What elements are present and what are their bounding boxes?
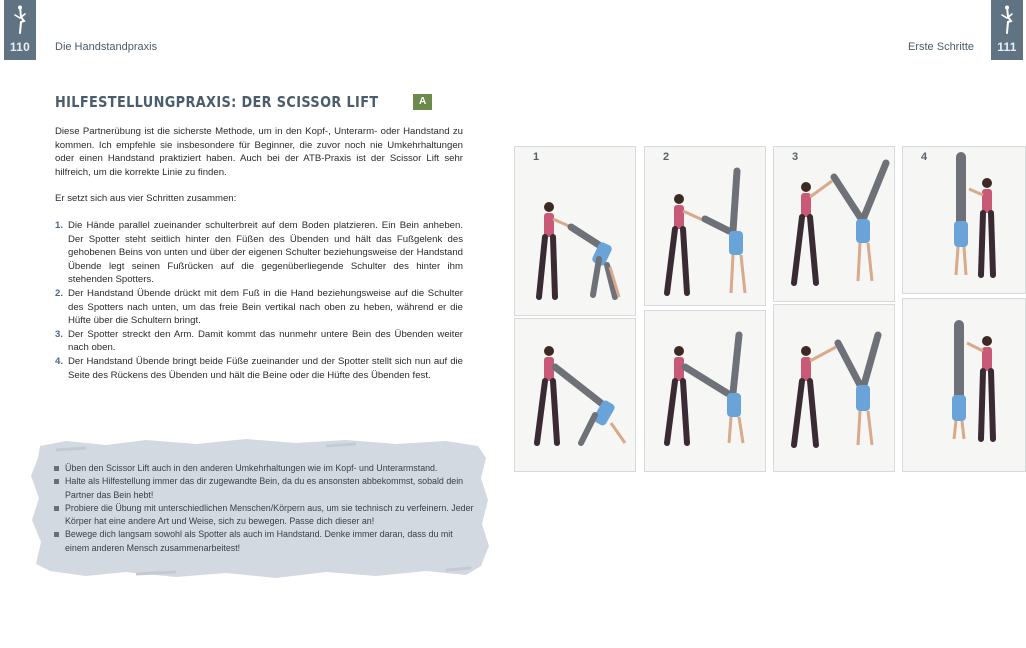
tip-item [54,502,474,529]
section-title: HILFESTELLUNGPRAXIS: DER SCISSOR LIFT [55,93,379,111]
right-running-title: Erste Schritte [908,41,975,53]
level-badge: A [413,94,432,110]
step-number: 3. [55,328,64,340]
step-item [55,287,463,328]
photo-figures [903,147,1026,294]
steps-list [55,219,463,382]
tip-text: Üben den Scissor Lift auch in den anderen Umkehrhaltungen wie im Kopf- und Unterarmstand. [65,463,438,473]
tip-item [54,462,474,475]
photo-step-3 [773,146,895,302]
section-heading [55,93,432,111]
tip-item [54,528,474,555]
photo-figures [515,147,636,316]
left-page-tab [4,0,36,60]
step-text: Die Hände parallel zueinander schulterbreit auf dem Boden platzieren. Ein Bein anheben. Der Spotter steht seitlich hinter den Füßen des Übenden und hält das Fußgelenk des gehobenen Beins von unten und über der eigenen Schulter beziehungsweise der Handstand Übende legt seinen Fußrücken auf die gegenüberliegende Schulter des hinter ihm stehenden Spotters. [68,219,463,286]
photo-step-number: 3 [792,151,799,163]
photo-step-1-alt [514,318,636,472]
photo-figures [515,319,636,472]
body-text [55,125,463,382]
tip-text: Halte als Hilfestellung immer das dir zugewandte Bein, da du es ansonsten abbekommst, sobald dein Partner das Bein hebt! [65,476,464,500]
step-item [55,355,463,382]
photo-step-4 [902,146,1026,294]
left-running-title: Die Handstandpraxis [55,41,158,53]
photo-step-2 [644,146,766,306]
bullet-square-icon [54,532,59,537]
photo-step-1 [514,146,636,316]
left-page-number: 110 [9,40,31,54]
step-item [55,219,463,287]
right-page-tab [991,0,1023,60]
handstand-logo-icon [999,5,1015,35]
tip-text: Probiere die Übung mit unterschiedlichen Menschen/Körpern aus, um sie technisch zu verfeinern. Jeder Körper hat eine andere Art und Weise, sich zu bewegen. Passe dich dieser an! [65,502,474,527]
photo-step-3-alt [773,304,895,472]
lead-paragraph: Er setzt sich aus vier Schritten zusammen: [55,193,237,205]
intro-paragraph: Diese Partnerübung ist die sicherste Methode, um in den Kopf-, Unterarm- oder Handstand zu kommen. Ich empfehle sie insbesondere für Beginner, die zuvor noch nie Umkehrhaltungen oder einen Handstand praktiziert haben. Auch bei der ATB-Praxis ist der Scissor Lift sehr hilfreich, um die korrekte Linie zu finden. [55,126,463,178]
step-number: 1. [55,219,64,231]
bullet-square-icon [54,466,59,471]
tip-item [54,475,474,502]
step-text: Der Handstand Übende drückt mit dem Fuß in die Hand beziehungsweise auf die Schulter des Spotters nach unten, um das freie Bein vertikal nach oben zu heben, während er die Hüfte über die Schultern bringt. [68,287,463,327]
right-page-number: 111 [997,40,1017,54]
step-number: 4. [55,355,64,367]
photo-step-4-alt [902,298,1026,472]
handstand-logo-icon [12,5,28,35]
bullet-square-icon [54,479,59,484]
photo-step-number: 4 [921,151,928,163]
photo-step-number: 2 [663,151,670,163]
tips-box [26,438,494,580]
tips-list [54,462,474,555]
photo-step-number: 1 [533,151,540,163]
bullet-square-icon [54,506,59,511]
tip-text: Bewege dich langsam sowohl als Spotter als auch im Handstand. Denke immer daran, dass du mit einem anderen Mensch zusammenarbeitest! [65,529,453,553]
photo-step-2-alt [644,310,766,472]
photo-figures [903,299,1026,472]
photo-figures [774,147,895,302]
photo-figures [645,311,766,472]
step-item [55,328,463,355]
step-text: Der Spotter streckt den Arm. Damit kommt das nunmehr untere Bein des Übenden weiter nach oben. [68,328,463,354]
step-text: Der Handstand Übende bringt beide Füße zueinander und der Spotter stellt sich nun auf die Seite des Rückens des Übenden und hält die Beine oder die Hüfte des Übenden fest. [68,355,463,381]
photo-figures [645,147,766,306]
photo-figures [774,305,895,472]
step-number: 2. [55,287,64,299]
